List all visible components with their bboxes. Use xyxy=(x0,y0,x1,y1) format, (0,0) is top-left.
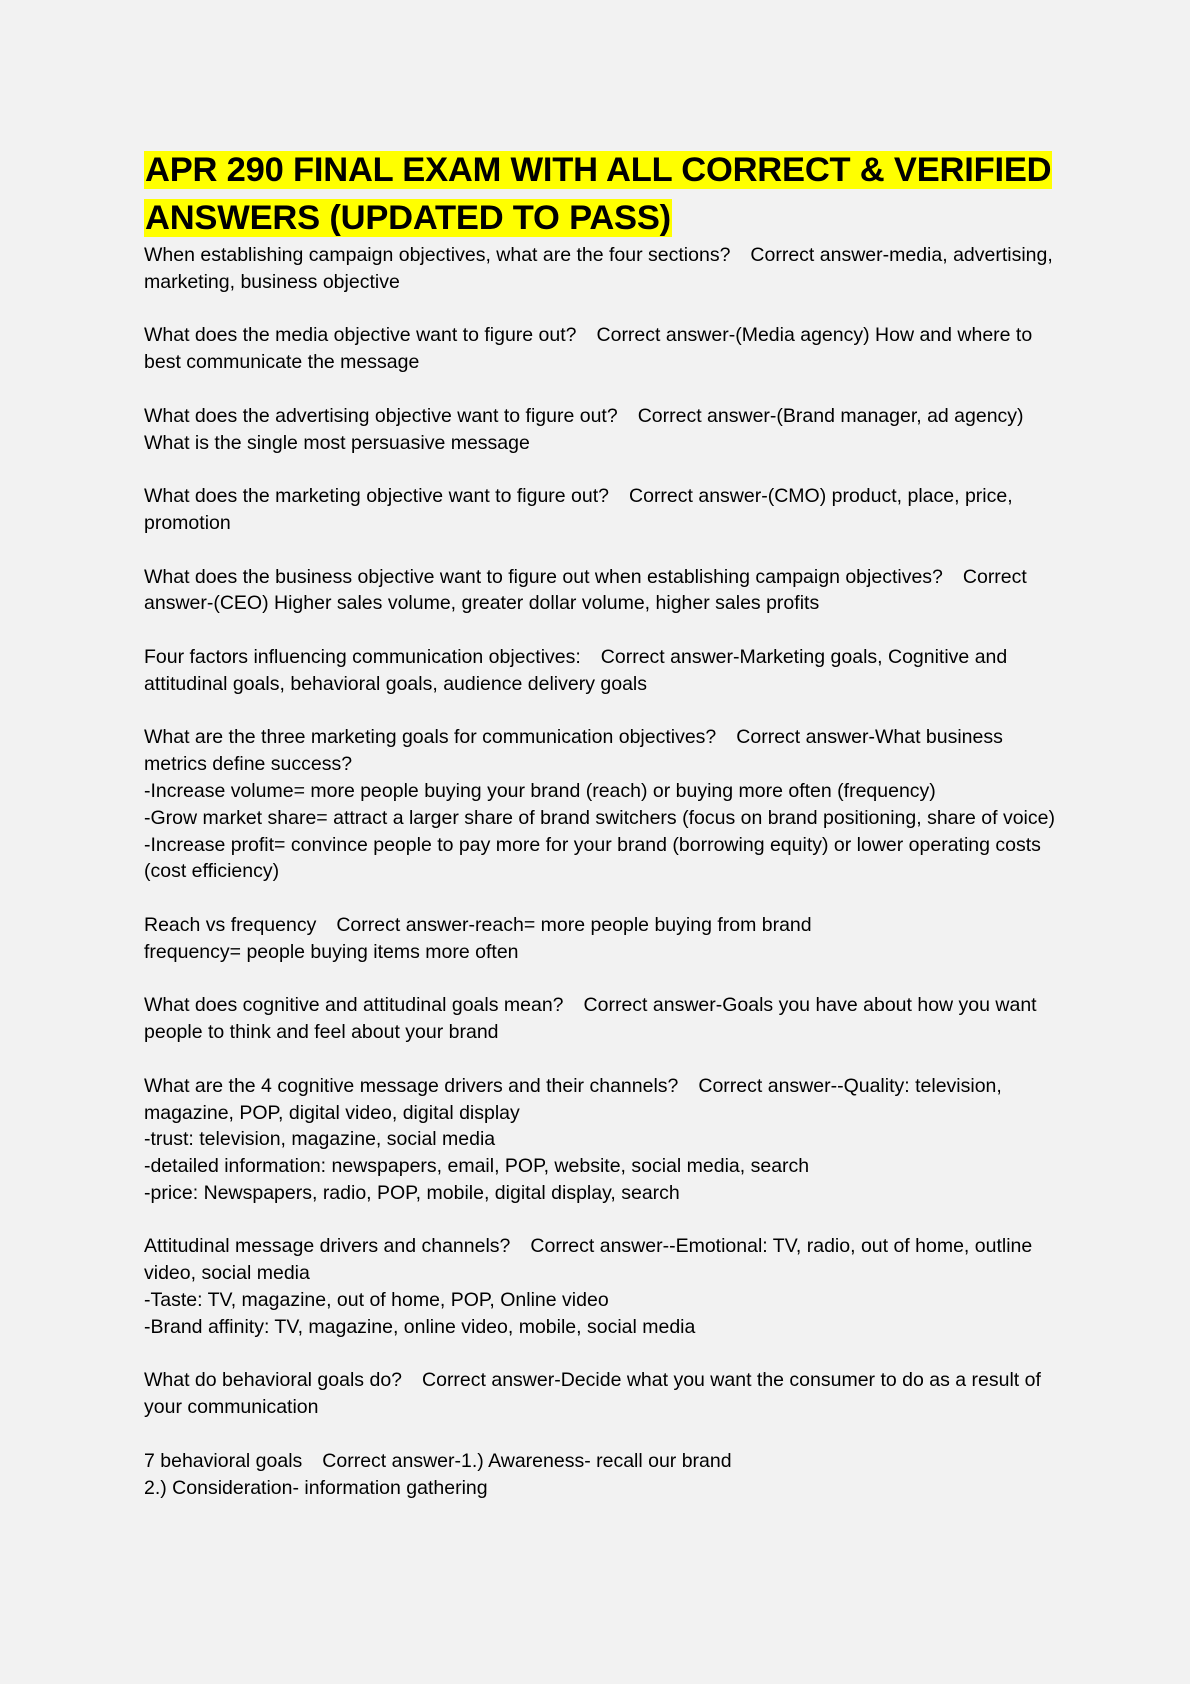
question-text: What does the media objective want to figure out? xyxy=(144,324,577,347)
title-line-2: ANSWERS (UPDATED TO PASS) xyxy=(145,199,671,237)
question-text: What does the advertising objective want to figure out? xyxy=(144,404,618,427)
qa-item-4 xyxy=(144,483,1064,537)
question-text: What does cognitive and attitudinal goals mean? xyxy=(144,994,564,1017)
qa-item-10 xyxy=(144,1073,1064,1207)
qa-item-2 xyxy=(144,322,1064,376)
answer-detail-line: -Increase profit= convince people to pay more for your brand (borrowing equity) or lower operating costs (cost efficiency) xyxy=(144,833,1041,883)
question-text: What are the 4 cognitive message drivers and their channels? xyxy=(144,1074,679,1097)
qa-item-3 xyxy=(144,403,1064,457)
question-text: When establishing campaign objectives, what are the four sections? xyxy=(144,244,731,266)
qa-item-11 xyxy=(144,1233,1064,1340)
question-text: 7 behavioral goals xyxy=(144,1449,303,1472)
document-title xyxy=(144,146,1064,242)
question-text: Reach vs frequency xyxy=(144,913,317,936)
question-text: What do behavioral goals do? xyxy=(144,1369,403,1392)
qa-item-7 xyxy=(144,724,1064,885)
title-line-1: APR 290 FINAL EXAM WITH ALL CORRECT & VERIFIED xyxy=(145,151,1052,189)
answer-text: Correct answer-What business metrics define success? xyxy=(144,726,1003,776)
answer-detail-line: -detailed information: newspapers, email, POP, website, social media, search xyxy=(144,1155,810,1178)
qa-item-9 xyxy=(144,992,1064,1046)
qa-item-6 xyxy=(144,644,1064,698)
qa-item-5 xyxy=(144,564,1064,618)
answer-text: Correct answer-(CMO) product, place, price, promotion xyxy=(144,485,1013,534)
question-text: Four factors influencing communication objectives: xyxy=(144,645,581,668)
answer-detail-line: 2.) Consideration- information gathering xyxy=(144,1476,488,1499)
qa-item-8 xyxy=(144,912,1064,966)
answer-detail-line: frequency= people buying items more often xyxy=(144,940,519,963)
question-text: What does the business objective want to figure out when establishing campaign objectives? xyxy=(144,565,943,588)
document-page xyxy=(144,146,1064,1528)
answer-text: Correct answer-Decide what you want the consumer to do as a result of your communication xyxy=(144,1369,1041,1419)
answer-detail-line: -trust: television, magazine, social media xyxy=(144,1128,496,1151)
qa-item-12 xyxy=(144,1367,1064,1421)
answer-detail-line: -Increase volume= more people buying your brand (reach) or buying more often (frequency) xyxy=(144,779,936,802)
question-text: Attitudinal message drivers and channels? xyxy=(144,1235,511,1258)
answer-text: Correct answer--Quality: television, magazine, POP, digital video, digital display xyxy=(144,1074,1002,1124)
answer-detail-line: -Grow market share= attract a larger share of brand switchers (focus on brand positioning, share of voice) xyxy=(144,806,1055,829)
answer-text: Correct answer-Goals you have about how you want people to think and feel about your brand xyxy=(144,994,1037,1044)
answer-text: Correct answer-1.) Awareness- recall our brand xyxy=(322,1449,732,1472)
answer-text: Correct answer--Emotional: TV, radio, out of home, outline video, social media xyxy=(144,1235,1033,1285)
answer-text: Correct answer-Marketing goals, Cognitive and attitudinal goals, behavioral goals, audience delivery goals xyxy=(144,645,1008,695)
answer-text: Correct answer-(CEO) Higher sales volume, greater dollar volume, higher sales profits xyxy=(144,565,1027,615)
answer-text: Correct answer-(Brand manager, ad agency) What is the single most persuasive message xyxy=(144,404,1024,454)
answer-detail-line: -Taste: TV, magazine, out of home, POP, Online video xyxy=(144,1289,609,1312)
answer-text: Correct answer-(Media agency) How and where to best communicate the message xyxy=(144,324,1033,374)
answer-text: Correct answer-reach= more people buying from brand xyxy=(336,913,812,936)
answer-detail-line: -Brand affinity: TV, magazine, online video, mobile, social media xyxy=(144,1315,696,1338)
question-text: What does the marketing objective want to figure out? xyxy=(144,485,610,508)
question-text: What are the three marketing goals for communication objectives? xyxy=(144,726,717,749)
question-answer-list xyxy=(144,242,1064,1501)
qa-item-1 xyxy=(144,242,1064,296)
qa-item-13 xyxy=(144,1448,1064,1502)
answer-text: Correct answer-media, advertising, marketing, business objective xyxy=(144,244,1053,293)
answer-detail-line: -price: Newspapers, radio, POP, mobile, digital display, search xyxy=(144,1181,680,1204)
